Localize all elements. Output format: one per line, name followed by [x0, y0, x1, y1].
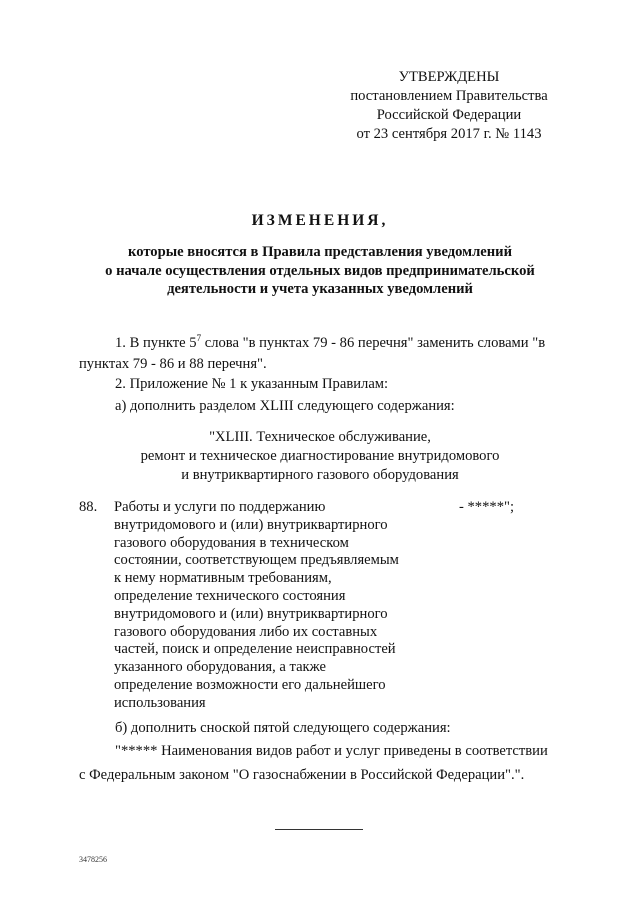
row-text-line: определение технического состояния	[114, 587, 346, 604]
footnote-line-2: с Федеральным законом "О газоснабжении в Российской Федерации".".	[79, 767, 525, 783]
item-2b: б) дополнить сноской пятой следующего содержания:	[115, 720, 451, 736]
approved-line-1: постановлением Правительства	[350, 88, 548, 104]
subtitle-line-1: которые вносятся в Правила представления уведомлений	[128, 244, 512, 260]
document-title: ИЗМЕНЕНИЯ,	[251, 212, 389, 229]
document-code: 3478256	[79, 855, 107, 864]
subtitle-line-3: деятельности и учета указанных уведомлений	[167, 281, 473, 297]
subtitle-line-2: о начале осуществления отдельных видов предпринимательской	[105, 262, 535, 279]
row-text-line: внутридомового и (или) внутриквартирного	[114, 605, 388, 622]
row-text-line: внутридомового и (или) внутриквартирного	[114, 516, 388, 533]
row-text-line: использования	[114, 694, 206, 711]
row-text-line: состоянии, соответствующем предъявляемым	[114, 552, 399, 569]
section-line-2: ремонт и техническое диагностирование внутридомового	[140, 448, 500, 464]
section-line-3: и внутриквартирного газового оборудования	[181, 467, 459, 483]
section-line-1: "XLIII. Техническое обслуживание,	[209, 429, 431, 445]
item-2: 2. Приложение № 1 к указанным Правилам:	[115, 376, 389, 392]
item-1-suffix: слова "в пунктах 79 - 86 перечня" заменить словами "в	[201, 334, 546, 351]
approved-heading: УТВЕРЖДЕНЫ	[398, 69, 500, 85]
approval-block	[349, 68, 549, 144]
row-number: 88.	[79, 499, 98, 515]
row-text	[114, 499, 399, 713]
row-text-line: указанного оборудования, а также	[114, 659, 327, 676]
item-2a: а) дополнить разделом XLIII следующего содержания:	[115, 398, 455, 414]
row-footnote-mark: - *****";	[459, 499, 515, 515]
section-heading	[0, 428, 640, 485]
approved-line-3: от 23 сентября 2017 г. № 1143	[356, 126, 542, 142]
item-1-line-2: пунктах 79 - 86 и 88 перечня".	[79, 356, 267, 372]
item-1-line-1	[115, 333, 545, 352]
item-1-prefix: 1. В пункте 5	[115, 334, 197, 351]
approved-line-2: Российской Федерации	[376, 107, 522, 123]
item-1-superscript: 7	[196, 333, 202, 343]
row-text-line: определение возможности его дальнейшего	[114, 676, 386, 693]
row-text-line: Работы и услуги по поддержанию	[114, 499, 326, 515]
row-text-line: газового оборудования в техническом	[114, 534, 349, 551]
row-text-line: газового оборудования либо их составных	[114, 623, 378, 640]
footnote-line-1: "***** Наименования видов работ и услуг приведены в соответствии	[115, 743, 548, 759]
row-text-line: частей, поиск и определение неисправностей	[114, 641, 396, 658]
document-subtitle	[0, 243, 640, 299]
row-text-line: к нему нормативным требованиям,	[114, 570, 332, 587]
end-rule	[275, 829, 363, 830]
